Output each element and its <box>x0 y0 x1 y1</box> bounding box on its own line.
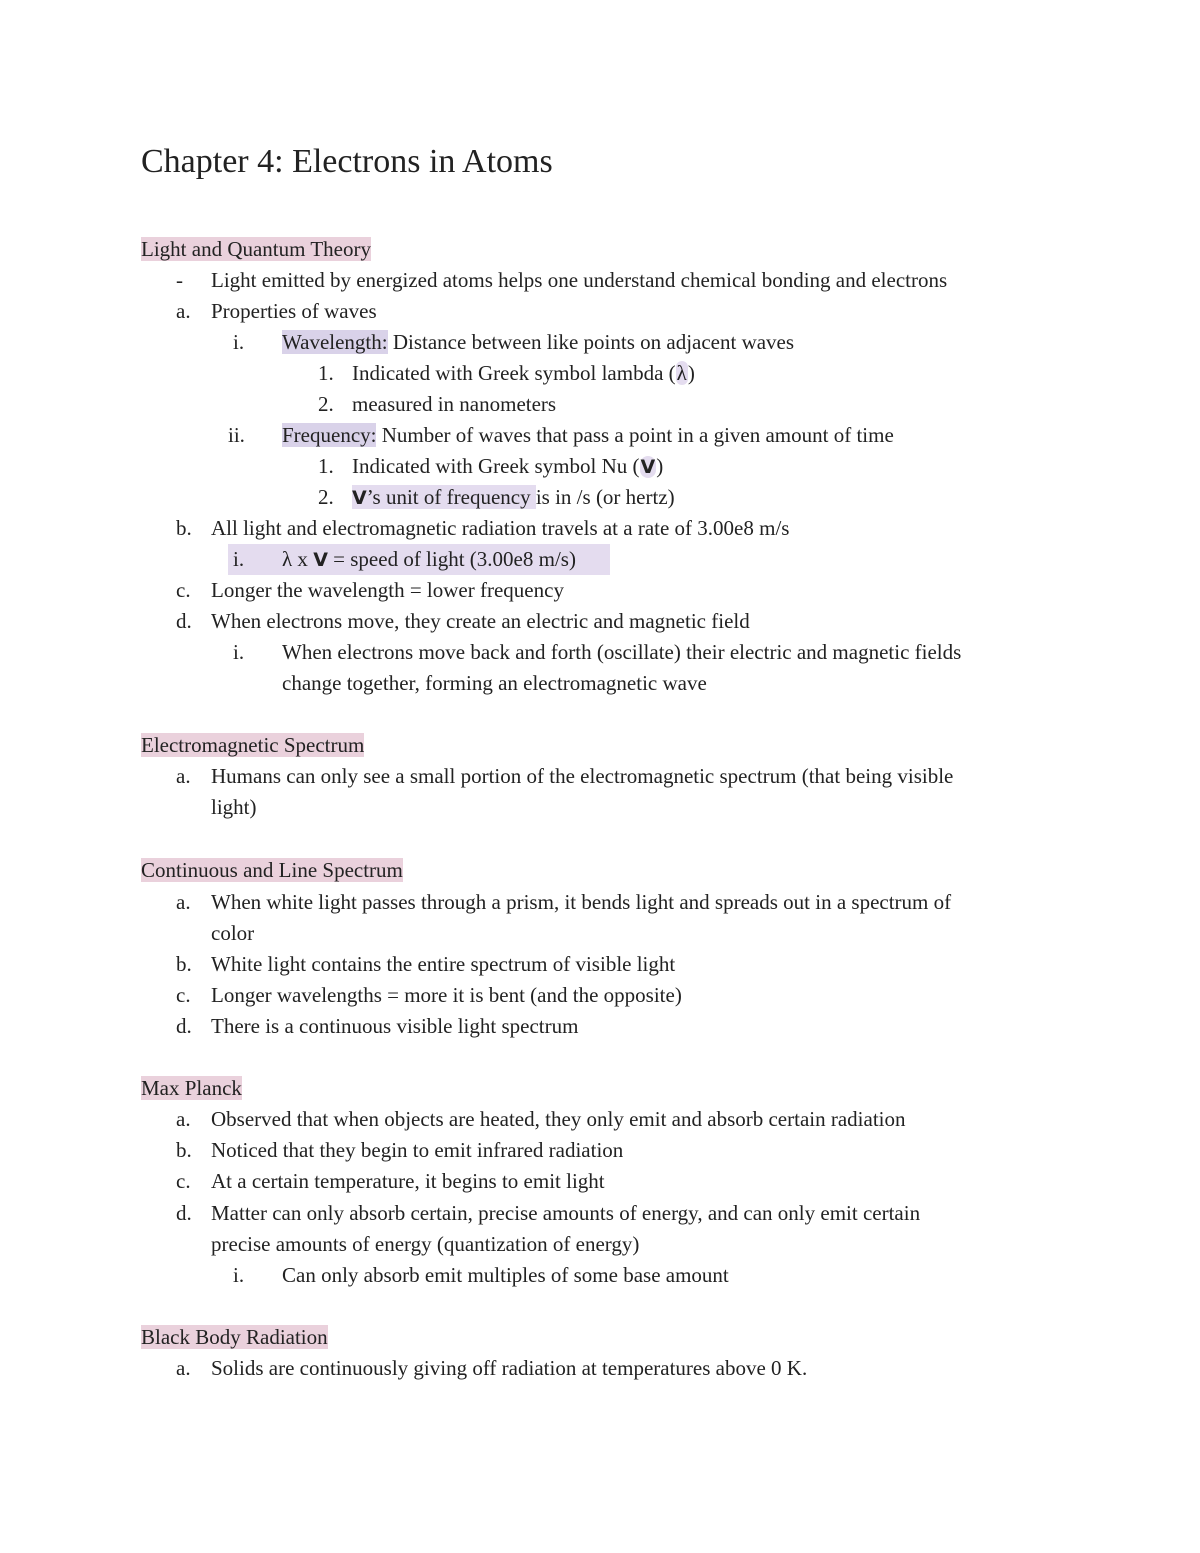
section-heading-light: Light and Quantum Theory <box>141 237 371 261</box>
section-heading-continuous: Continuous and Line Spectrum <box>141 858 403 882</box>
list-item-continuation: precise amounts of energy (quantization of energy) <box>211 1232 640 1256</box>
document-page: Chapter 4: Electrons in Atoms Light and Quantum Theory - Light emitted by energized atoms helps one understand chemical bonding and electrons a. Properties of waves i. Wavelength: Distance between like points on adjacent waves 1. Indicated with Greek symbol lambda (λ) 2. measured in nanometers ii. Frequency: Number of waves that pass a point in a given amount of time 1. Indicated with Greek symbol Nu (V) 2. V’s unit of frequency is in /s (or hertz) b. All light and electromagnetic radiation travels at a rate of 3.00e8 m/s i. λ x V = speed of light (3.00e8 m/s) c. Longer the wavelength = lower frequency d. When electrons move, they create an electric and magnetic field i. When electrons move back and forth (oscillate) their electric and magnetic fields change together, forming an electromagnetic wave Electromagnetic Spectrum a. Humans can only see a small portion of the electromagnetic spectrum (that being visible light) Continuous and Line Spectrum a. When white light passes through a prism, it bends light and spreads out in a spectrum of color b. White light contains the entire spectrum of visible light c. Longer wavelengths = more it is bent (and the opposite) d. There is a continuous visible light spectrum Max Planck a. Observed that when objects are heated, they only emit and absorb certain radiation b. Noticed that they begin to emit infrared radiation c. At a certain temperature, it begins to emit light d. Matter can only absorb certain, precise amounts of energy, and can only emit certain precise amounts of energy (quantization of energy) i. Can only absorb emit multiples of some base amount Black Body Radiation a. Solids are continuously giving off radiation at temperatures above 0 K. <box>0 0 1200 1553</box>
term-highlight: Wavelength: <box>282 330 388 354</box>
list-item-continuation: color <box>211 921 255 945</box>
dash-marker: - <box>176 268 183 292</box>
section-heading-blackbody: Black Body Radiation <box>141 1325 328 1349</box>
page-title: Chapter 4: Electrons in Atoms <box>141 143 553 180</box>
section-heading-em: Electromagnetic Spectrum <box>141 733 365 757</box>
nu-symbol: V <box>640 456 656 478</box>
lambda-symbol: λ <box>676 361 687 385</box>
list-item-continuation: light) <box>211 795 257 819</box>
section-heading-planck: Max Planck <box>141 1076 242 1100</box>
term-highlight: Frequency: <box>282 423 377 447</box>
nu-symbol: V <box>313 549 328 571</box>
term-highlight: V’s unit of frequency <box>352 485 536 509</box>
nu-symbol: V <box>352 487 367 509</box>
list-item-continuation: change together, forming an electromagnetic wave <box>282 671 707 695</box>
